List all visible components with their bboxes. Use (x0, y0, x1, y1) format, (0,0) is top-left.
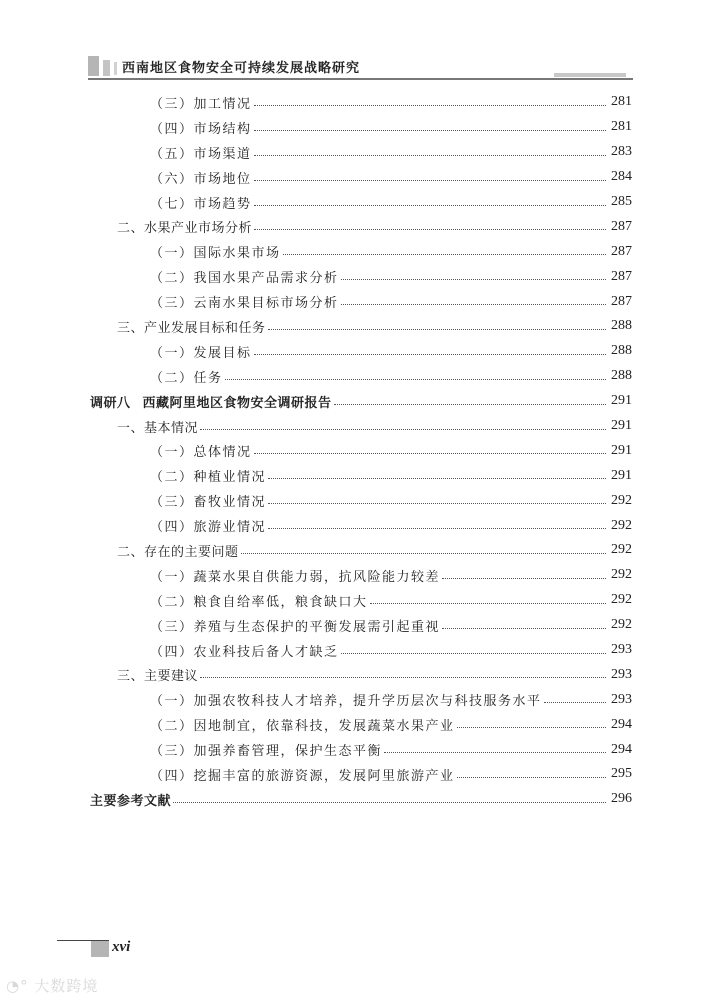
toc-entry-label (90, 790, 171, 809)
toc-entry-label (150, 740, 382, 759)
watermark-logo-icon: ◔° (6, 977, 29, 995)
dot-leader (254, 180, 606, 181)
toc-entry-label (150, 516, 266, 535)
toc-page-number: 287 (611, 243, 632, 259)
toc-entry-title: 市场结构 (193, 121, 252, 137)
toc-entry-label (117, 665, 198, 684)
toc-entry-title: 农业科技后备人才缺乏 (193, 644, 339, 660)
dot-leader (200, 677, 606, 678)
toc-entry-prefix: （二） (150, 719, 194, 735)
toc-entry-prefix: （四） (150, 644, 194, 660)
toc-entry-title: 畜牧业情况 (193, 495, 267, 511)
toc-page-number: 292 (611, 542, 632, 558)
toc-entry[interactable] (90, 214, 632, 239)
dot-leader (254, 155, 606, 156)
toc-page-number: 283 (611, 144, 632, 160)
toc-entry-label (117, 217, 252, 236)
toc-entry-prefix: 一、 (117, 420, 145, 436)
toc-page-number: 291 (611, 393, 632, 409)
toc-entry-title: 云南水果目标市场分析 (193, 296, 339, 312)
dot-leader (334, 404, 606, 405)
toc-entry-title: 发展目标 (193, 345, 252, 361)
toc-entry[interactable] (90, 140, 632, 165)
toc-page-number: 292 (611, 592, 632, 608)
toc-entry-title: 市场渠道 (193, 146, 252, 162)
toc-entry-title: 养殖与生态保护的平衡发展需引起重视 (193, 619, 441, 635)
toc-entry[interactable] (90, 737, 632, 762)
toc-entry-prefix: （一） (150, 345, 194, 361)
toc-page-number: 294 (611, 716, 632, 732)
header-decor-block (114, 62, 117, 75)
toc-entry[interactable] (90, 364, 632, 389)
toc-page-number: 292 (611, 617, 632, 633)
header-decor-bar (554, 73, 626, 77)
dot-leader (457, 777, 606, 778)
toc-entry-label (150, 566, 440, 585)
footer-decor-block (91, 941, 109, 957)
toc-entry-title: 市场地位 (193, 171, 252, 187)
toc-entry-label (150, 267, 339, 286)
dot-leader (200, 429, 606, 430)
toc-entry-label (150, 93, 252, 112)
toc-page-number: 288 (611, 318, 632, 334)
toc-page-number: 288 (611, 368, 632, 384)
toc-entry-label (150, 765, 455, 784)
toc-entry[interactable] (90, 165, 632, 190)
toc-entry[interactable] (90, 538, 632, 563)
dot-leader (442, 628, 606, 629)
toc-entry[interactable] (90, 638, 632, 663)
toc-entry-prefix: （四） (150, 121, 194, 137)
toc-entry-prefix: （五） (150, 146, 194, 162)
header-decor-block (103, 60, 110, 76)
toc-entry-label (150, 118, 252, 137)
toc-entry-title: 水果产业市场分析 (144, 221, 253, 237)
toc-entry-prefix: （二） (150, 370, 194, 386)
toc-entry-label (150, 441, 252, 460)
toc-entry-prefix: 三、 (117, 320, 145, 336)
toc-entry-title: 基本情况 (144, 420, 199, 436)
page-number: xvi (112, 939, 131, 955)
toc-entry-title: 主要参考文献 (90, 793, 172, 809)
dot-leader (370, 603, 606, 604)
toc-entry-label (150, 491, 266, 510)
toc-entry-prefix: （三） (150, 96, 194, 112)
toc-entry-label (150, 342, 252, 361)
toc-entry-title: 总体情况 (193, 445, 252, 461)
dot-leader (384, 752, 606, 753)
toc-entry-title: 挖掘丰富的旅游资源，发展阿里旅游产业 (193, 768, 455, 784)
toc-entry[interactable] (90, 513, 632, 538)
toc-entry-title: 西藏阿里地区食物安全调研报告 (142, 395, 332, 411)
dot-leader (268, 329, 606, 330)
dot-leader (268, 503, 606, 504)
toc-entry[interactable] (90, 190, 632, 215)
toc-entry-prefix: （二） (150, 271, 194, 287)
toc-entry[interactable] (90, 588, 632, 613)
toc-page-number: 292 (611, 492, 632, 508)
toc-page-number: 288 (611, 343, 632, 359)
toc-entry-prefix: 三、 (117, 669, 145, 685)
toc-page-number: 287 (611, 218, 632, 234)
toc-entry-label (90, 392, 332, 411)
toc-entry[interactable] (90, 712, 632, 737)
toc-entry-prefix: 调研八 (90, 395, 131, 411)
toc-entry-title: 主要建议 (144, 669, 199, 685)
toc-entry-prefix: （三） (150, 296, 194, 312)
toc-entry-title: 种植业情况 (193, 470, 267, 486)
toc-page-number: 281 (611, 119, 632, 135)
toc-page-number: 287 (611, 268, 632, 284)
toc-entry-label (117, 541, 239, 560)
toc-entry-label (150, 292, 339, 311)
toc-entry[interactable] (90, 264, 632, 289)
dot-leader (544, 702, 606, 703)
toc-entry-label (150, 193, 252, 212)
toc-entry[interactable] (90, 314, 632, 339)
toc-page-number: 296 (611, 791, 632, 807)
toc-entry[interactable] (90, 115, 632, 140)
toc-entry-prefix: （二） (150, 594, 194, 610)
dot-leader (254, 205, 606, 206)
toc-entry-label (150, 591, 368, 610)
toc-entry-label (150, 367, 223, 386)
dot-leader (254, 105, 606, 106)
dot-leader (225, 379, 606, 380)
toc-entry-title: 任务 (193, 370, 223, 386)
toc-entry[interactable] (90, 239, 632, 264)
table-of-contents (90, 90, 632, 812)
toc-entry-label (117, 317, 266, 336)
toc-entry-title: 因地制宜，依靠科技，发展蔬菜水果产业 (193, 719, 455, 735)
toc-entry-title: 市场趋势 (193, 196, 252, 212)
toc-entry[interactable] (90, 762, 632, 787)
toc-entry[interactable] (90, 687, 632, 712)
dot-leader (341, 653, 606, 654)
dot-leader (457, 727, 606, 728)
toc-entry-label (150, 616, 440, 635)
toc-entry-prefix: （六） (150, 171, 194, 187)
dot-leader (442, 578, 606, 579)
dot-leader (254, 130, 606, 131)
header-rule (88, 78, 633, 80)
toc-entry-prefix: （三） (150, 619, 194, 635)
toc-entry-prefix: （一） (150, 569, 194, 585)
toc-page-number: 287 (611, 293, 632, 309)
toc-entry-label (150, 466, 266, 485)
watermark (6, 975, 98, 996)
toc-page-number: 291 (611, 418, 632, 434)
dot-leader (173, 802, 606, 803)
toc-entry-title: 国际水果市场 (193, 246, 281, 262)
toc-entry-prefix: （二） (150, 470, 194, 486)
toc-entry[interactable] (90, 463, 632, 488)
dot-leader (283, 254, 606, 255)
toc-entry-title: 我国水果产品需求分析 (193, 271, 339, 287)
toc-entry[interactable] (90, 787, 632, 812)
watermark-text: 大数跨境 (34, 977, 99, 995)
dot-leader (254, 354, 606, 355)
toc-entry[interactable] (90, 90, 632, 115)
toc-entry[interactable] (90, 389, 632, 414)
toc-page-number: 285 (611, 194, 632, 209)
toc-entry[interactable] (90, 289, 632, 314)
toc-entry-prefix: 二、 (117, 544, 145, 560)
toc-page-number: 281 (611, 94, 632, 110)
toc-entry-prefix: （四） (150, 520, 194, 536)
dot-leader (254, 453, 606, 454)
toc-entry[interactable] (90, 563, 632, 588)
toc-entry-prefix: （四） (150, 768, 194, 784)
toc-entry-prefix: （一） (150, 445, 194, 461)
toc-entry-title: 旅游业情况 (193, 520, 267, 536)
dot-leader (341, 279, 606, 280)
toc-entry[interactable] (90, 662, 632, 687)
toc-entry[interactable] (90, 488, 632, 513)
toc-page-number: 293 (611, 642, 632, 658)
dot-leader (241, 553, 606, 554)
toc-entry-label (150, 168, 252, 187)
toc-entry-title: 存在的主要问题 (144, 544, 239, 560)
toc-page-number: 294 (611, 741, 632, 757)
dot-leader (341, 304, 606, 305)
toc-entry-label (150, 641, 339, 660)
toc-entry-label (150, 690, 542, 709)
toc-page-number: 293 (611, 691, 632, 707)
toc-entry-title: 加强农牧科技人才培养，提升学历层次与科技服务水平 (193, 694, 542, 710)
toc-entry[interactable] (90, 613, 632, 638)
running-header (88, 52, 633, 82)
dot-leader (268, 528, 606, 529)
toc-page-number: 284 (611, 169, 632, 185)
book-title: 西南地区食物安全可持续发展战略研究 (122, 61, 361, 76)
toc-page-number: 291 (611, 442, 632, 458)
toc-entry-label (117, 417, 198, 436)
toc-entry-prefix: （三） (150, 495, 194, 511)
toc-entry-title: 粮食自给率低，粮食缺口大 (193, 594, 368, 610)
dot-leader (268, 478, 606, 479)
toc-entry-prefix: （三） (150, 744, 194, 760)
dot-leader (254, 229, 606, 230)
toc-entry-title: 蔬菜水果自供能力弱，抗风险能力较差 (193, 569, 441, 585)
toc-entry-prefix: （一） (150, 246, 194, 262)
toc-entry-prefix: 二、 (117, 221, 145, 237)
toc-entry[interactable] (90, 414, 632, 439)
toc-entry[interactable] (90, 438, 632, 463)
toc-entry-title: 产业发展目标和任务 (144, 320, 266, 336)
toc-entry-prefix: （一） (150, 694, 194, 710)
toc-page-number: 292 (611, 567, 632, 583)
toc-entry[interactable] (90, 339, 632, 364)
toc-page-number: 295 (611, 766, 632, 782)
page-footer (57, 938, 147, 962)
toc-entry-label (150, 143, 252, 162)
toc-entry-label (150, 715, 455, 734)
toc-entry-title: 加工情况 (193, 96, 252, 112)
toc-page-number: 291 (611, 467, 632, 483)
toc-entry-title: 加强养畜管理，保护生态平衡 (193, 744, 383, 760)
toc-page-number: 292 (611, 517, 632, 533)
header-decor-block (88, 56, 99, 76)
toc-entry-label (150, 242, 281, 261)
toc-entry-prefix: （七） (150, 196, 194, 212)
toc-page-number: 293 (611, 666, 632, 682)
